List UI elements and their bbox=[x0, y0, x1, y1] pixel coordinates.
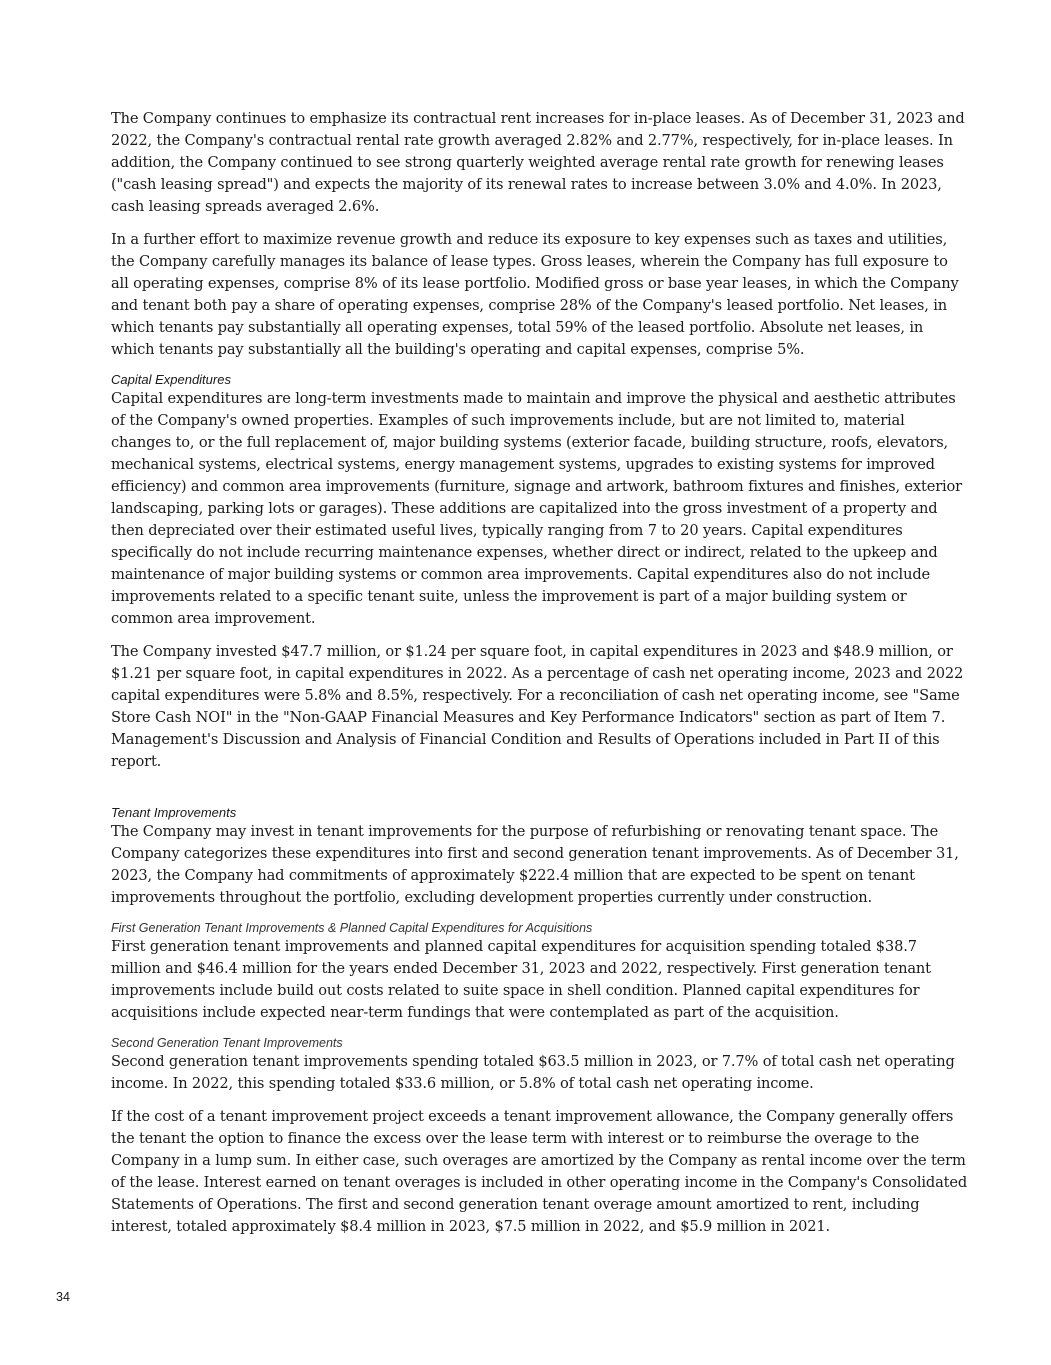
paragraph-capex-definition: Capital expenditures are long-term investments made to maintain and improve the physical and aesthetic attributes of the Company's owned properties. Examples of such improvements include, but are not limited to, material changes to, or the full replacement of, major building systems (exterior facade, building structure, roofs, elevators, mechanical systems, electrical systems, energy management systems, upgrades to existing systems for improved efficiency) and common area improvements (furniture, signage and artwork, bathroom fixtures and finishes, exterior landscaping, parking lots or garages). These additions are capitalized into the gross investment of a property and then depreciated over their estimated useful lives, typically ranging from 7 to 20 years. Capital expenditures specifically do not include recurring maintenance expenses, whether direct or indirect, related to the upkeep and maintenance of major building systems or common area improvements. Capital expenditures also do not include improvements related to a specific tenant suite, unless the improvement is part of a major building system or common area improvement. bbox=[111, 390, 963, 627]
heading-capital-expenditures: Capital Expenditures bbox=[111, 372, 231, 387]
heading-tenant-improvements: Tenant Improvements bbox=[111, 805, 237, 820]
paragraph-lease-types: In a further effort to maximize revenue growth and reduce its exposure to key expenses such as taxes and utilities, the Company carefully manages its balance of lease types. Gross leases, wherein the Company has full exposure to all operating expenses, comprise 8% of its lease portfolio. Modified gross or base year leases, in which the Company and tenant both pay a share of operating expenses, comprise 28% of the Company's leased portfolio. Net leases, in which tenants pay substantially all operating expenses, total 59% of the leased portfolio. Absolute net leases, in which tenants pay substantially all the building's operating and capital expenses, comprise 5%. bbox=[111, 231, 959, 358]
paragraph-first-generation: First generation tenant improvements and planned capital expenditures for acquisition spending totaled $38.7 million and $46.4 million for the years ended December 31, 2023 and 2022, respectively. First generation tenant improvements include build out costs related to suite space in shell condition. Planned capital expenditures for acquisitions include expected near-term fundings that were contemplated as part of the acquisition. bbox=[111, 938, 931, 1021]
paragraph-second-generation: Second generation tenant improvements spending totaled $63.5 million in 2023, or 7.7% of total cash net operating income. In 2022, this spending totaled $33.6 million, or 5.8% of total cash net operating income. bbox=[111, 1053, 955, 1092]
paragraph-rent-increases: The Company continues to emphasize its contractual rent increases for in-place leases. As of December 31, 2023 and 2022, the Company's contractual rental rate growth averaged 2.82% and 2.77%, respectively, for in-place leases. In addition, the Company continued to see strong quarterly weighted average rental rate growth for renewing leases ("cash leasing spread") and expects the majority of its renewal rates to increase between 3.0% and 4.0%. In 2023, cash leasing spreads averaged 2.6%. bbox=[111, 110, 965, 215]
page-content bbox=[111, 108, 969, 1249]
paragraph-overage: If the cost of a tenant improvement project exceeds a tenant improvement allowance, the Company generally offers the tenant the option to finance the excess over the lease term with interest or to reimburse the overage to the Company in a lump sum. In either case, such overages are amortized by the Company as rental income over the term of the lease. Interest earned on tenant overages is included in other operating income in the Company's Consolidated Statements of Operations. The first and second generation tenant overage amount amortized to rent, including interest, totaled approximately $8.4 million in 2023, $7.5 million in 2022, and $5.9 million in 2021. bbox=[111, 1108, 968, 1235]
subheading-first-generation: First Generation Tenant Improvements & Planned Capital Expenditures for Acquisitions bbox=[111, 921, 593, 935]
section-spacer bbox=[111, 784, 969, 805]
page-number: 34 bbox=[56, 1290, 70, 1304]
paragraph-tenant-improvements: The Company may invest in tenant improvements for the purpose of refurbishing or renovating tenant space. The Company categorizes these expenditures into first and second generation tenant improvements. As of December 31, 2023, the Company had commitments of approximately $222.4 million that are expected to be spent on tenant improvements throughout the portfolio, excluding development properties currently under construction. bbox=[111, 823, 959, 906]
paragraph-capex-invested: The Company invested $47.7 million, or $1.24 per square foot, in capital expenditures in 2023 and $48.9 million, or $1.21 per square foot, in capital expenditures in 2022. As a percentage of cash net operating income, 2023 and 2022 capital expenditures were 5.8% and 8.5%, respectively. For a reconciliation of cash net operating income, see "Same Store Cash NOI" in the "Non-GAAP Financial Measures and Key Performance Indicators" section as part of Item 7. Management's Discussion and Analysis of Financial Condition and Results of Operations included in Part II of this report. bbox=[111, 643, 964, 770]
subheading-second-generation: Second Generation Tenant Improvements bbox=[111, 1036, 343, 1050]
